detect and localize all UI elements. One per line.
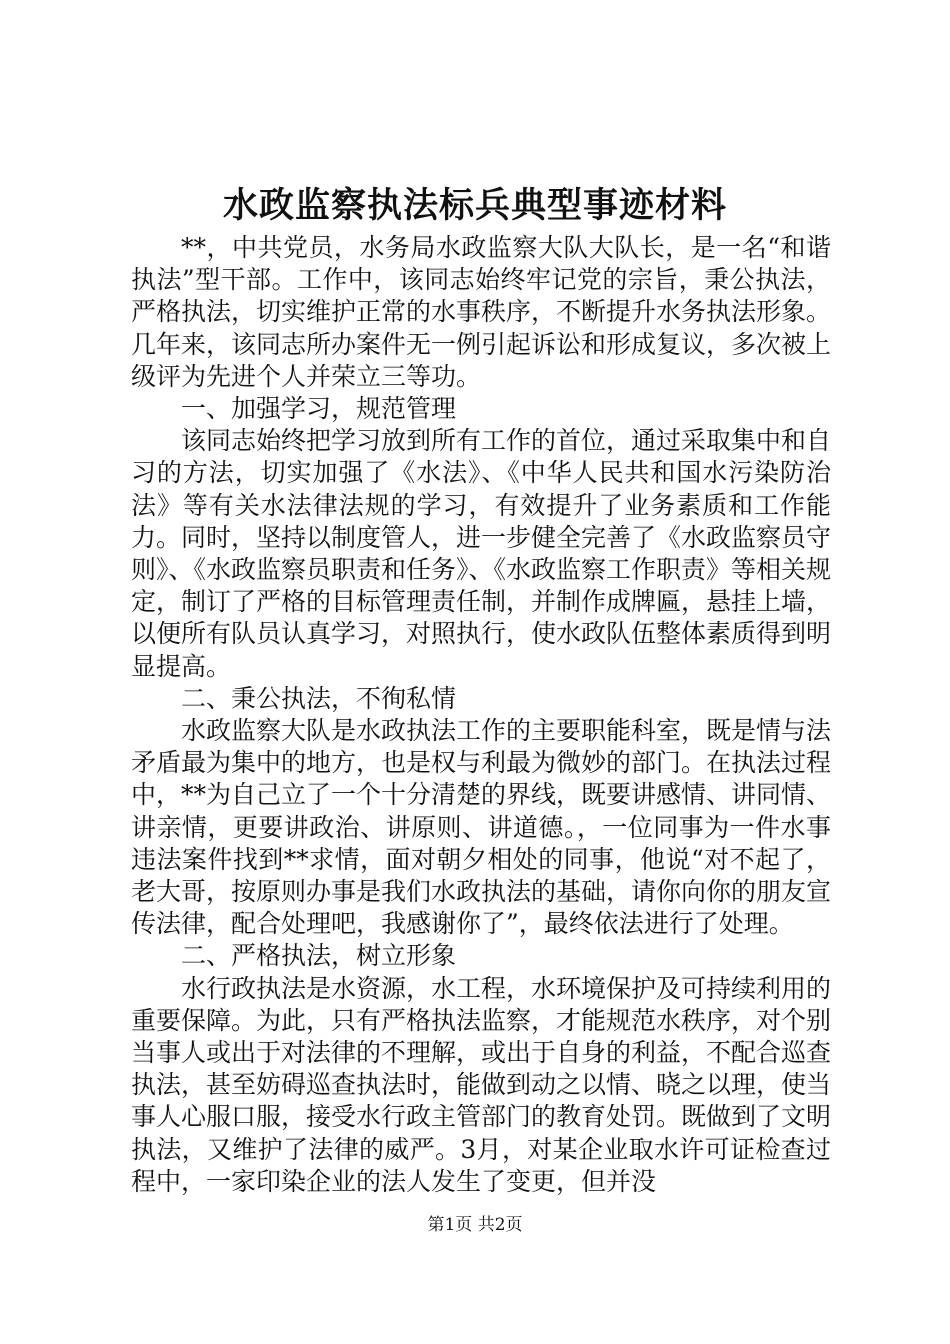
section-heading-2: 二、秉公执法，不徇私情 [181,683,457,713]
section-heading-1: 一、加强学习，规范管理 [181,394,457,424]
paragraph-section-1: 该同志始终把学习放到所有工作的首位，通过采取集中和自习的方法，切实加强了《水法》、《中华人民共和国水污染防治法》等有关水法律法规的学习，有效提升了业务素质和工作能力。同时，坚持以制度管人，进一步健全完善了《水政监察员守则》、《水政监察员职责和任务》、《水政监察工作职责》等相关规定，制订了严格的目标管理责任制，并制作成牌匾，悬挂上墙，以便所有队员认真学习，对照执行，使水政队伍整体素质得到明显提高。 [131,426,832,681]
paragraph-intro: **，中共党员，水务局水政监察大队大队长，是一名“和谐执法”型干部。工作中，该同志始终牢记党的宗旨，秉公执法，严格执法，切实维护正常的水事秩序，不断提升水务执法形象。几年来，该同志所办案件无一例引起诉讼和形成复议，多次被上级评为先进个人并荣立三等功。 [131,233,832,391]
document-title: 水政监察执法标兵典型事迹材料 [222,185,727,226]
document-body [131,232,831,1198]
page-number-footer: 第1页 共2页 [427,1215,523,1235]
paragraph-section-2: 水政监察大队是水政执法工作的主要职能科室，既是情与法矛盾最为集中的地方，也是权与利最为微妙的部门。在执法过程中，**为自己立了一个十分清楚的界线，既要讲感情、讲同情、讲亲情，更要讲政治、讲原则、讲道德。，一位同事为一件水事违法案件找到**求情，面对朝夕相处的同事，他说“对不起了，老大哥，按原则办事是我们水政执法的基础，请你向你的朋友宣传法律，配合处理吧，我感谢你了”，最终依法进行了处理。 [131,716,832,939]
section-heading-3: 二、严格执法，树立形象 [181,941,457,971]
paragraph-section-3: 水行政执法是水资源，水工程，水环境保护及可持续利用的重要保障。为此，只有严格执法监察，才能规范水秩序，对个别当事人或出于对法律的不理解，或出于自身的利益，不配合巡查执法，甚至妨碍巡查执法时，能做到动之以情、晓之以理，使当事人心服口服，接受水行政主管部门的教育处罚。既做到了文明执法，又维护了法律的威严。3月，对某企业取水许可证检查过程中，一家印染企业的法人发生了变更，但并没 [131,973,832,1196]
